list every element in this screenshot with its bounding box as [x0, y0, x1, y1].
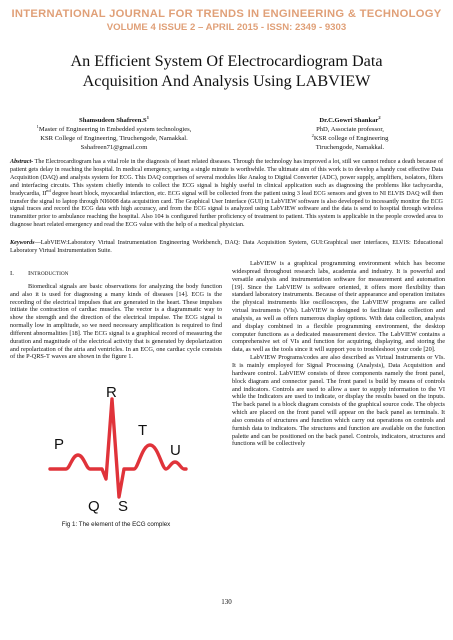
- abstract-text: The Electrocardiogram has a vital role in the diagnosis of heart related diseases. Through the technology has improved a lot, still we cannot reduce a death because of patient gets delay in reaching the hospital. In medical emergency, saving a single minute is worthwhile. The ultimate aim of this work is to develop a handy cost effective Data Acquisition (DAQ) and analysis system for ECG. This DAQ comprises of several modules like Analog to Digital Converter (ADC), power supply, amplifiers, isolators, filters and interfacing circuits. This system chiefly intends to collect the ECG signal is highly useful in clinical application such as diagnosing the problems like tachycardia, bradycardia, II: [10, 159, 443, 197]
- author-1-affiliation: $^1$Master of Engineering in Embedded system technologies,: [36, 123, 192, 133]
- author-1-name: Shamsudeen $Shafreen.S^1$: [79, 114, 149, 124]
- ecg-label-s: S: [118, 498, 129, 515]
- ecg-wave-path: [50, 399, 186, 497]
- abstract-text-2: degree heart block, myocardial infarction, etc. ECG signal will be collected from the patient using 3 lead ECG sensors and given to NI ELVIS DAQ will then transfer the signal to laptop through NI6008 data acquisition card. The Graphical User Interface (GUI) in LabVIEW software is also developed to incessantly monitor the ECG signal traces and record the ECG data with high accuracy, and from the ECG signal is analyzed using LabVIEW software and the data is send to hospital through wireless transmitter prior to ambulance reaching the hospital. Also 104 is configured further proficiency of treatment to patient. This system is applicable in the people crowded area to diagnose heart related emergency and read the ECG value with the help of a medical physician.: [10, 190, 444, 229]
- keywords-label: Keywords: [10, 240, 35, 246]
- section-heading-introduction: I. INTRODUCTION: [10, 270, 69, 277]
- keywords-text: —LabVIEW:Laboratory Virtual Instrumentation Engineering Workbench, DAQ: Data Acquisition System, GUI:Graphical user interfaces, ELVIS: Educational Laboratory Virtual Instrumentation Suite.: [10, 240, 443, 254]
- journal-volume: VOLUME 4 ISSUE 2 – APRIL 2015 - ISSN: 2349 - 9303: [106, 22, 347, 33]
- abstract-label: Abstract-: [10, 159, 34, 165]
- author-2-affiliation: PhD, Associate professor,: [316, 126, 384, 133]
- journal-name: INTERNATIONAL JOURNAL FOR TRENDS IN ENGINEERING & TECHNOLOGY: [11, 8, 442, 20]
- right-column: [232, 260, 445, 448]
- ecg-label-q: Q: [88, 498, 100, 515]
- author-1-college: KSR College of Engineering, Tiruchengode, Namakkal.: [40, 135, 188, 142]
- ecg-label-p: P: [54, 436, 65, 453]
- keywords: [10, 240, 443, 256]
- paper-title-line-2: Acquisition And Analysis Using LABVIEW: [82, 72, 371, 90]
- ecg-label-t: T: [138, 422, 148, 439]
- ecg-label-u: U: [170, 442, 181, 459]
- figure-caption: Fig 1: The element of the ECG complex: [61, 521, 171, 528]
- page-number: 130: [221, 598, 232, 606]
- author-1-email[interactable]: Sshafreen71@gmail.com: [80, 144, 148, 151]
- abstract-sup: nd: [46, 187, 51, 193]
- paper-title: [20, 51, 433, 91]
- paper-title-line-1: An Efficient System Of Electrocardiogram Data: [70, 52, 383, 70]
- ecg-label-r: R: [106, 385, 117, 401]
- labview-paragraph-1: LabVIEW is a graphical programming environment which has become widespread throughout research labs, academia and industry. It is powerful and versatile analysis and instrumentation software for measurement and automation [19]. Since the LabVIEW is software oriented, it offers more flexibility than standard laboratory instruments. Because of their appearance and operation imitates the physical instruments like oscilloscopes, the LabVIEW programs are called virtual instruments (VIs). LabVIEW is designed to facilitate data collection and analysis, as well as offers numerous display options. With data collection, analysis and display combined in a flexible programming environment, the desktop computer functions as a dedicated measurement device. The LabVIEW contains a comprehensive set of VIs and function for acquiring, displaying, and storing the data, as well as the tools since it will support you to troubleshoot your code [20].: [232, 260, 445, 354]
- section-number: I.: [10, 270, 14, 277]
- author-2-location: Tiruchengode, Namakkal.: [315, 144, 385, 151]
- labview-paragraph-2: LabVIEW Programs/codes are also described as Virtual Instruments or VIs. It is mainly employed for Signal Processing (Analysis), Data Acquisition and hardware control. LabVIEW consists of three components namely the front panel, block diagram and connector panel. The front panel is build by means of controls and indicators. Controls are used to allow a user to supply information to the VI while the Indicators are used to indicate, or display the results based on the inputs. The back panel is a block diagram consists of the graphical source code. The objects which are placed on the front panel will appear on the back panel as terminals. It also consists of structures and function which carry out operations on controls and furnish data to indicators. The structures and function are available on the function palette and can be positioned on the back panel. Controls, indicators, structures and functions will be collectively: [232, 354, 445, 448]
- introduction-paragraph: Biomedical signals are basic observations for analyzing the body function and also it is used for diagnosing a many kinds of diseases [14]. ECG is the recording of the electrical impulses that are generated in the heart. These impulses initiate the contraction of cardiac muscles. The vector is a diagrammatic way to show the strength and the direction of the electrical impulse. The ECG signal is normally low in amplitude, so we need necessary amplification is required to find different abnormalities [18]. The ECG signal is a graphical record of measuring the duration and magnitude of the electrical activity that is generated by depolarization and repolarization of the atria and ventricles. In an ECG, one cardiac cycle consists of the P-QRS-T waves are shown in the figure 1.: [10, 282, 222, 361]
- journal-header: [0, 8, 453, 33]
- author-2-college: $^2$KSR college of Engineering: [311, 132, 389, 142]
- author-2-name: Dr.C.Gowri Shankar$^2$: [319, 114, 381, 124]
- left-column: [10, 262, 222, 361]
- abstract: [10, 159, 443, 230]
- author-1: [14, 116, 214, 152]
- ecg-waveform-graphic: [48, 385, 188, 515]
- author-2: [250, 116, 450, 152]
- ecg-figure: [48, 385, 188, 515]
